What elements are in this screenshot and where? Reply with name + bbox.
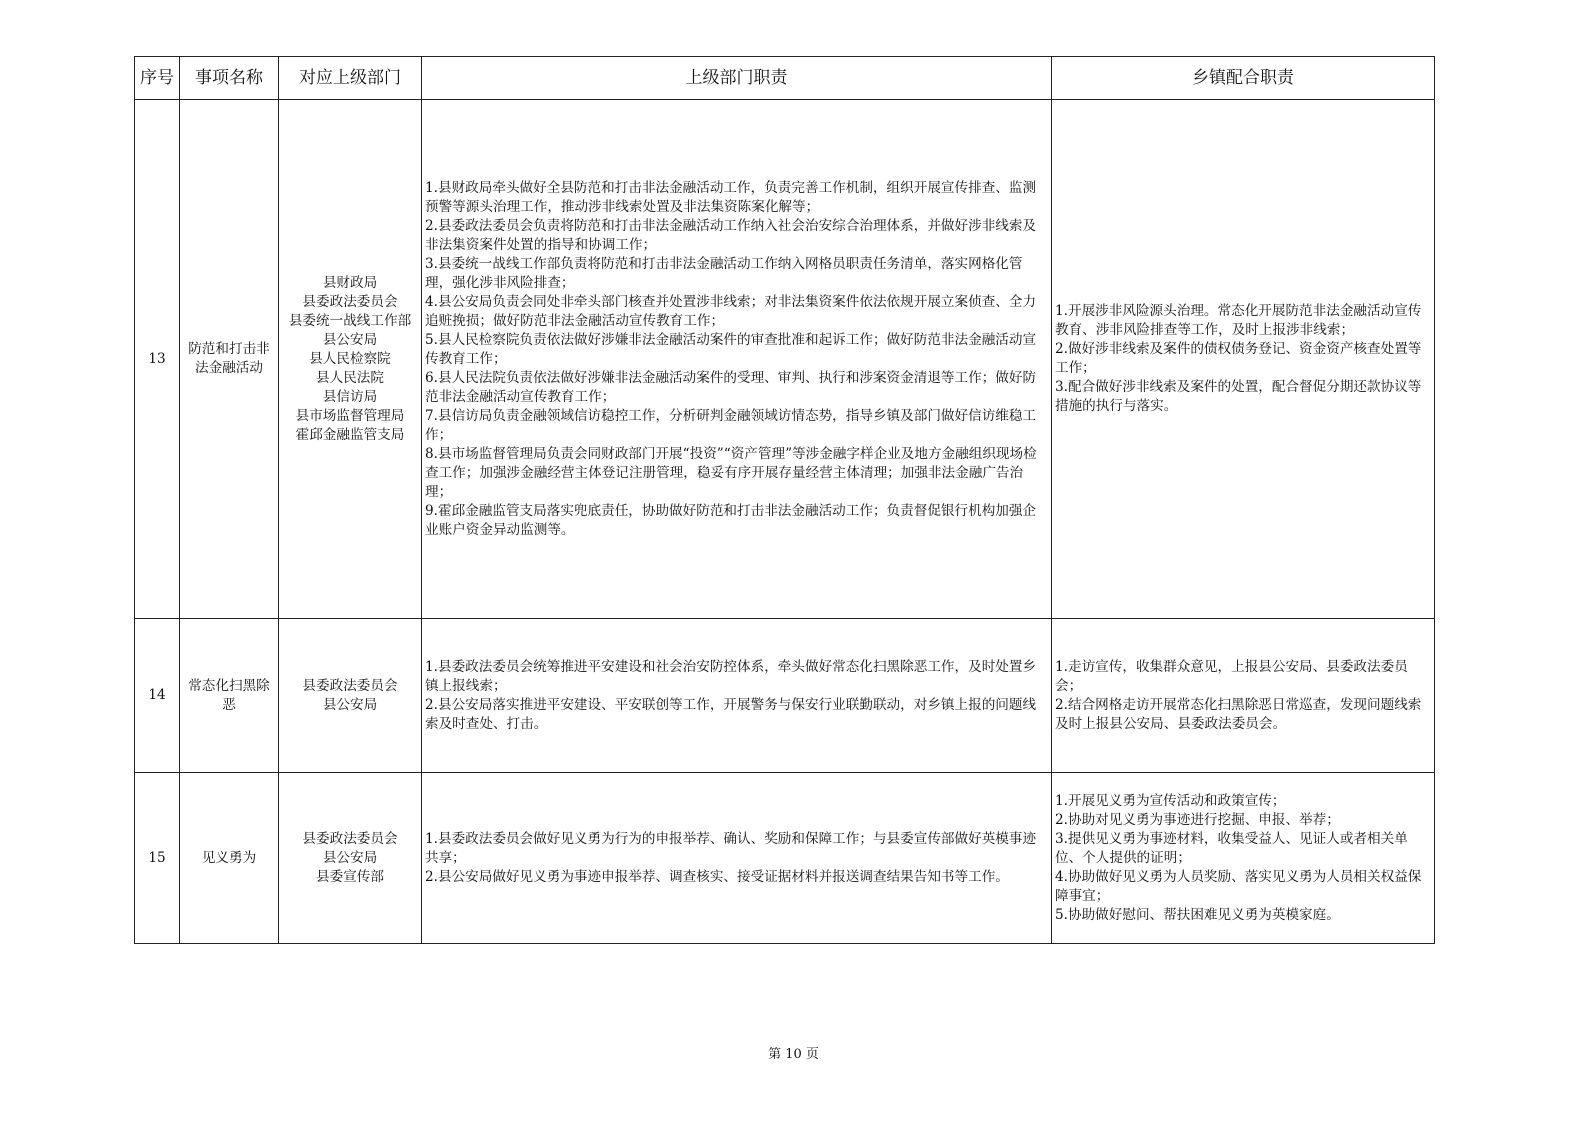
town-duty-item: 4.协助做好见义勇为人员奖励、落实见义勇为人员相关权益保障事宜；: [1055, 868, 1422, 904]
department-name: 县公安局: [322, 331, 378, 348]
town-duties-cell: [1052, 100, 1435, 619]
town-duty-item: 1.走访宣传，收集群众意见，上报县公安局、县委政法委员会；: [1055, 658, 1408, 694]
upper-duty-item: 1.县财政局牵头做好全县防范和打击非法金融活动工作，负责完善工作机制，组织开展宣传排查、监测预警等源头治理工作，推动涉非线索处置及非法集资陈案化解等；: [425, 179, 1037, 215]
town-duties-cell: [1052, 773, 1435, 944]
department-name: 县公安局: [322, 849, 378, 866]
upper-duties-cell: [422, 773, 1052, 944]
upper-duty-item: 1.县委政法委员会统筹推进平安建设和社会治安防控体系，牵头做好常态化扫黑除恶工作，及时处置乡镇上报线索；: [425, 658, 1037, 694]
town-duties-cell: [1052, 619, 1435, 773]
town-duty-item: 2.协助对见义勇为事迹进行挖掘、申报、举荐；: [1055, 811, 1340, 828]
row-number: 14: [135, 619, 180, 773]
upper-duty-item: 3.县委统一战线工作部负责将防范和打击非法金融活动工作纳入网格员职责任务清单，落实网格化管理，强化涉非风险排查；: [425, 255, 1023, 291]
department-name: 县财政局: [322, 274, 378, 291]
header-town-duties: 乡镇配合职责: [1052, 57, 1435, 100]
department-name: 县公安局: [322, 696, 378, 713]
town-duty-item: 5.协助做好慰问、帮扶困难见义勇为英模家庭。: [1055, 906, 1340, 923]
upper-duty-item: 4.县公安局负责会同处非牵头部门核查并处置涉非线索；对非法集资案件依法依规开展立案侦查、全力追赃挽损；做好防范非法金融活动宣传教育工作；: [425, 293, 1037, 329]
table-row: [135, 773, 1435, 944]
departments-cell: [279, 773, 422, 944]
town-duty-item: 1.开展见义勇为宣传活动和政策宣传；: [1055, 792, 1286, 809]
header-no: 序号: [135, 57, 180, 100]
header-upper-duties: 上级部门职责: [422, 57, 1052, 100]
item-name: 见义勇为: [180, 773, 279, 944]
departments-cell: [279, 100, 422, 619]
upper-duty-item: 8.县市场监督管理局负责会同财政部门开展“投资”“资产管理”等涉金融字样企业及地方金融组织现场检查工作；加强涉金融经营主体登记注册管理，稳妥有序开展存量经营主体清理；加强非法金融广告治理；: [425, 445, 1037, 500]
departments-cell: [279, 619, 422, 773]
department-name: 县委宣传部: [316, 868, 384, 885]
town-duty-item: 3.配合做好涉非线索及案件的处置，配合督促分期还款协议等措施的执行与落实。: [1055, 379, 1422, 414]
upper-duty-item: 2.县公安局落实推进平安建设、平安联创等工作，开展警务与保安行业联勤联动，对乡镇上报的问题线索及时查处、打击。: [425, 696, 1037, 732]
department-name: 县委政法委员会: [302, 293, 398, 310]
upper-duty-item: 2.县委政法委员会负责将防范和打击非法金融活动工作纳入社会治安综合治理体系，并做好涉非线索及非法集资案件处置的指导和协调工作；: [425, 217, 1037, 253]
item-name: 常态化扫黑除恶: [180, 619, 279, 773]
upper-duty-item: 7.县信访局负责金融领域信访稳控工作，分析研判金融领域访情态势，指导乡镇及部门做好信访维稳工作；: [425, 407, 1037, 443]
header-row: [135, 57, 1435, 100]
town-duty-item: 3.提供见义勇为事迹材料，收集受益人、见证人或者相关单位、个人提供的证明；: [1055, 830, 1408, 866]
department-name: 县委统一战线工作部: [288, 312, 412, 329]
town-duty-item: 1.开展涉非风险源头治理。常态化开展防范非法金融活动宣传教育、涉非风险排查等工作，及时上报涉非线索；: [1055, 303, 1422, 338]
department-name: 县信访局: [322, 388, 378, 405]
upper-duty-item: 9.霍邱金融监管支局落实兜底责任，协助做好防范和打击非法金融活动工作；负责督促银行机构加强企业账户资金异动监测等。: [425, 502, 1037, 538]
upper-duty-item: 5.县人民检察院负责依法做好涉嫌非法金融活动案件的审查批准和起诉工作；做好防范非法金融活动宣传教育工作；: [425, 331, 1037, 367]
table-row: [135, 100, 1435, 619]
header-departments: 对应上级部门: [279, 57, 422, 100]
upper-duties-cell: [422, 100, 1052, 619]
page-number: 第 10 页: [768, 1047, 819, 1062]
department-name: 县人民法院: [316, 369, 384, 386]
department-name: 霍邱金融监管支局: [295, 426, 405, 443]
department-name: 县委政法委员会: [302, 677, 398, 694]
item-name: 防范和打击非法金融活动: [180, 100, 279, 619]
upper-duty-item: 1.县委政法委员会做好见义勇为行为的申报举荐、确认、奖励和保障工作；与县委宣传部做好英模事迹共享；: [425, 830, 1037, 866]
department-name: 县市场监督管理局: [295, 407, 405, 424]
duty-table: [134, 56, 1435, 944]
row-number: 15: [135, 773, 180, 944]
upper-duties-cell: [422, 619, 1052, 773]
town-duty-item: 2.做好涉非线索及案件的债权债务登记、资金资产核查处置等工作；: [1055, 341, 1422, 376]
department-name: 县人民检察院: [309, 350, 391, 367]
town-duty-item: 2.结合网格走访开展常态化扫黑除恶日常巡查，发现问题线索及时上报县公安局、县委政法委员会。: [1055, 696, 1422, 732]
upper-duty-item: 6.县人民法院负责依法做好涉嫌非法金融活动案件的受理、审判、执行和涉案资金清退等工作；做好防范非法金融活动宣传教育工作；: [425, 369, 1037, 405]
table-row: [135, 619, 1435, 773]
header-item-name: 事项名称: [180, 57, 279, 100]
upper-duty-item: 2.县公安局做好见义勇为事迹申报举荐、调查核实、接受证据材料并报送调查结果告知书等工作。: [425, 868, 1009, 885]
department-name: 县委政法委员会: [302, 830, 398, 847]
row-number: 13: [135, 100, 180, 619]
